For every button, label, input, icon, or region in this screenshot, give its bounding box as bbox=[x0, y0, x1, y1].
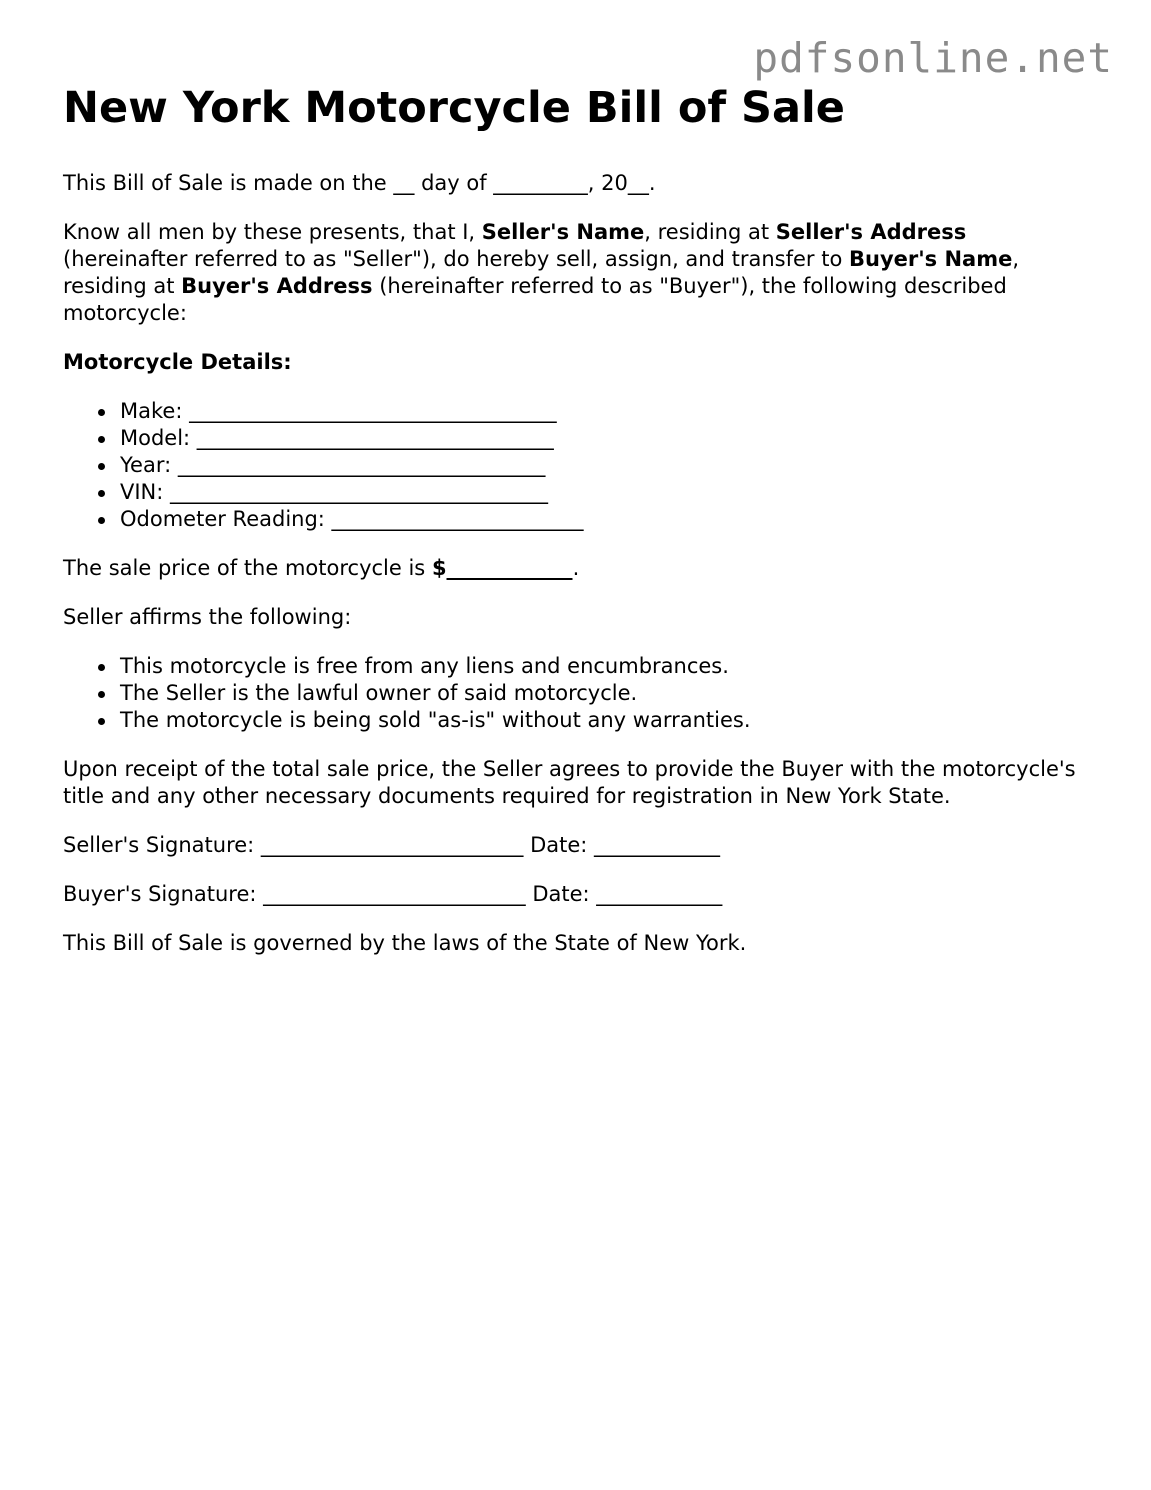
sale-price-paragraph bbox=[63, 555, 1093, 582]
sale-price-label: The sale price of the motorcycle is bbox=[63, 556, 432, 580]
parties-paragraph bbox=[63, 219, 1093, 327]
sale-price-period: . bbox=[572, 556, 580, 580]
document-title: New York Motorcycle Bill of Sale bbox=[63, 83, 845, 133]
parties-text-2: , residing at bbox=[644, 220, 776, 244]
buyer-signature-line: Buyer's Signature: _________________________ Date: ____________ bbox=[63, 882, 723, 906]
sale-price-amount: $____________ bbox=[431, 556, 573, 580]
receipt-paragraph: Upon receipt of the total sale price, the Seller agrees to provide the Buyer with the motorcycle's title and any other necessary documents required for registration in New York State. bbox=[63, 757, 1076, 808]
parties-text-4: , residing at bbox=[63, 247, 1020, 298]
detail-vin: VIN: ____________________________________ bbox=[120, 479, 1093, 506]
seller-signature-line: Seller's Signature: _________________________ Date: ____________ bbox=[63, 833, 721, 857]
detail-model: Model: __________________________________ bbox=[120, 425, 1093, 452]
seller-address: Seller's Address bbox=[775, 220, 967, 244]
intro-paragraph: This Bill of Sale is made on the __ day of _________, 20__. bbox=[63, 171, 656, 195]
motorcycle-details-list bbox=[63, 398, 1093, 533]
parties-text-3: (hereinafter referred to as "Seller"), do hereby sell, assign, and transfer to bbox=[63, 247, 849, 271]
governing-law-paragraph: This Bill of Sale is governed by the laws of the State of New York. bbox=[63, 931, 747, 955]
seller-name: Seller's Name bbox=[481, 220, 645, 244]
parties-text-1: Know all men by these presents, that I, bbox=[63, 220, 482, 244]
buyer-address: Buyer's Address bbox=[181, 274, 373, 298]
detail-make: Make: ___________________________________ bbox=[120, 398, 1093, 425]
affirm-list bbox=[63, 653, 1093, 734]
motorcycle-details-heading: Motorcycle Details: bbox=[63, 350, 292, 374]
watermark: pdfsonline.net bbox=[753, 34, 1113, 82]
affirm-item-owner: The Seller is the lawful owner of said motorcycle. bbox=[120, 680, 1093, 707]
parties-text-5: (hereinafter referred to as "Buyer"), the following described motorcycle: bbox=[63, 274, 1007, 325]
detail-year: Year: ___________________________________ bbox=[120, 452, 1093, 479]
detail-odometer: Odometer Reading: ________________________ bbox=[120, 506, 1093, 533]
affirm-item-as-is: The motorcycle is being sold "as-is" without any warranties. bbox=[120, 707, 1093, 734]
affirm-item-liens: This motorcycle is free from any liens and encumbrances. bbox=[120, 653, 1093, 680]
affirm-heading: Seller affirms the following: bbox=[63, 605, 352, 629]
buyer-name: Buyer's Name bbox=[848, 247, 1013, 271]
document-page bbox=[63, 80, 1093, 979]
